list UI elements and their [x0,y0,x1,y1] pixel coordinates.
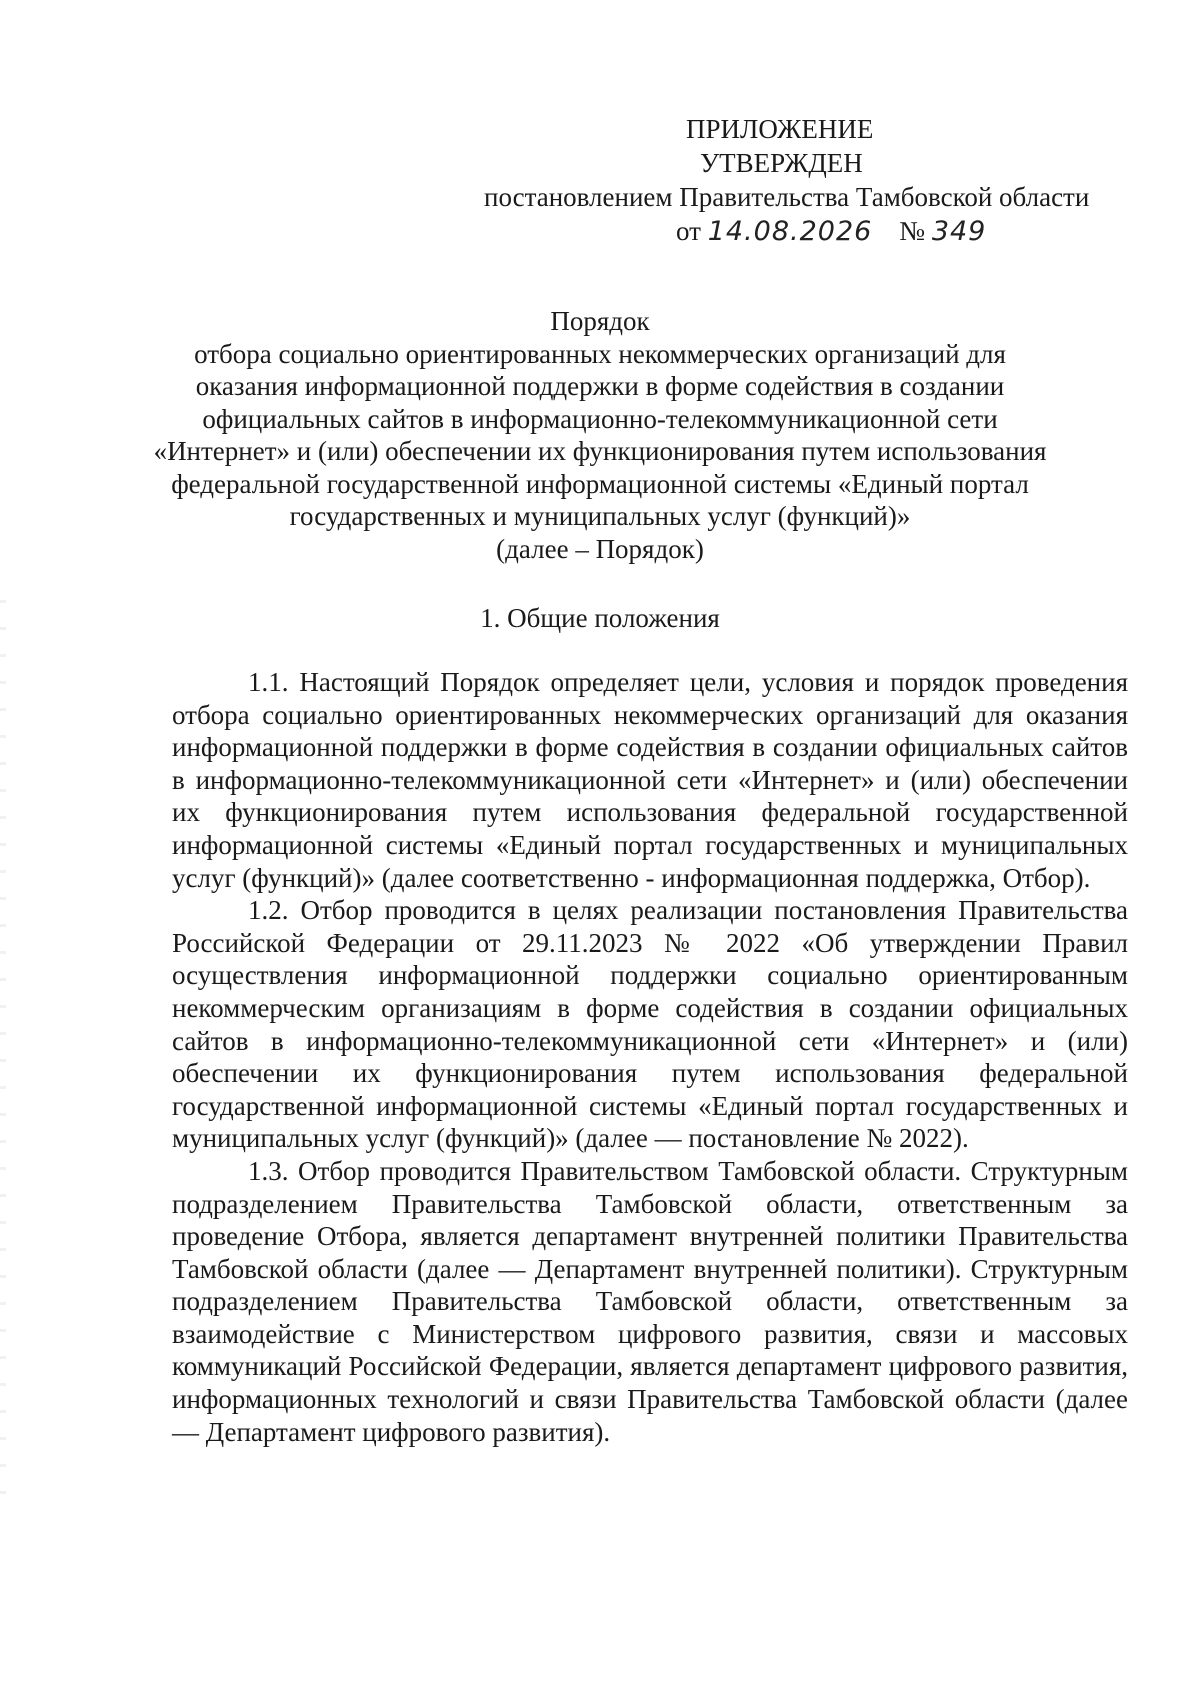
title-heading: Порядок [550,306,650,336]
body-text [172,666,1128,1448]
approval-stamp-block [440,112,1140,249]
document-title [150,305,1050,565]
title-line: государственных и муниципальных услуг (функций)» [289,501,911,531]
date-number-line [440,214,1140,249]
date-prefix: от [676,216,701,246]
approved-label: УТВЕРЖДЕН [700,148,863,178]
title-line: (далее – Порядок) [496,533,704,564]
handwritten-number: 349 [931,216,987,247]
title-line: федеральной государственной информационной системы «Единый портал [171,468,1029,499]
paragraph-1-2: 1.2. Отбор проводится в целях реализации постановления Правительства Российской Федерации от 29.11.2023 № 2022 «Об утверждении Правил осуществления информационной поддержки социально ориентированным некоммерческим организациям в форме содействия в создании официальных сайтов в информационно-телекоммуникационной сети «Интернет» и (или) обеспечении их функционирования путем использования федеральной государственной информационной системы «Единый портал государственных и муниципальных услуг (функций)» (далее — постановление № 2022). [172,895,1128,1154]
title-line: «Интернет» и (или) обеспечении их функционирования путем использования [153,436,1047,466]
number-prefix: № [899,216,926,246]
handwritten-date: 14.08.2026 [707,216,873,247]
paragraph-1-3: 1.3. Отбор проводится Правительством Тамбовской области. Структурным подразделением Правительства Тамбовской области, ответственным за проведение Отбора, является департамент внутренней политики Правительства Тамбовской области (далее — Департамент внутренней политики). Структурным подразделением Правительства Тамбовской области, ответственным за взаимодействие с Министерством цифрового развития, связи и массовых коммуникаций Российской Федерации, является департамент цифрового развития, информационных технологий и связи Правительства Тамбовской области (далее — Департамент цифрового развития). [172,1155,1128,1447]
title-line: официальных сайтов в информационно-телекоммуникационной сети [202,403,998,434]
title-line: оказания информационной поддержки в форме содействия в создании [195,371,1005,401]
paragraph-1-1: 1.1. Настоящий Порядок определяет цели, условия и порядок проведения отбора социально ориентированных некоммерческих организаций для оказания информационной поддержки в форме содействия в создании официальных сайтов в информационно-телекоммуникационной сети «Интернет» и (или) обеспечении их функционирования путем использования федеральной государственной информационной системы «Единый портал государственных и муниципальных услуг (функций)» (далее соответственно - информационная поддержка, Отбор). [172,667,1128,893]
appendix-label: ПРИЛОЖЕНИЕ [686,114,874,144]
resolution-reference: постановлением Правительства Тамбовской области [484,182,1090,212]
scan-edge-artifact [0,600,6,1500]
section-heading: 1. Общие положения [480,603,720,633]
title-line: отбора социально ориентированных некоммерческих организаций для [194,338,1006,369]
